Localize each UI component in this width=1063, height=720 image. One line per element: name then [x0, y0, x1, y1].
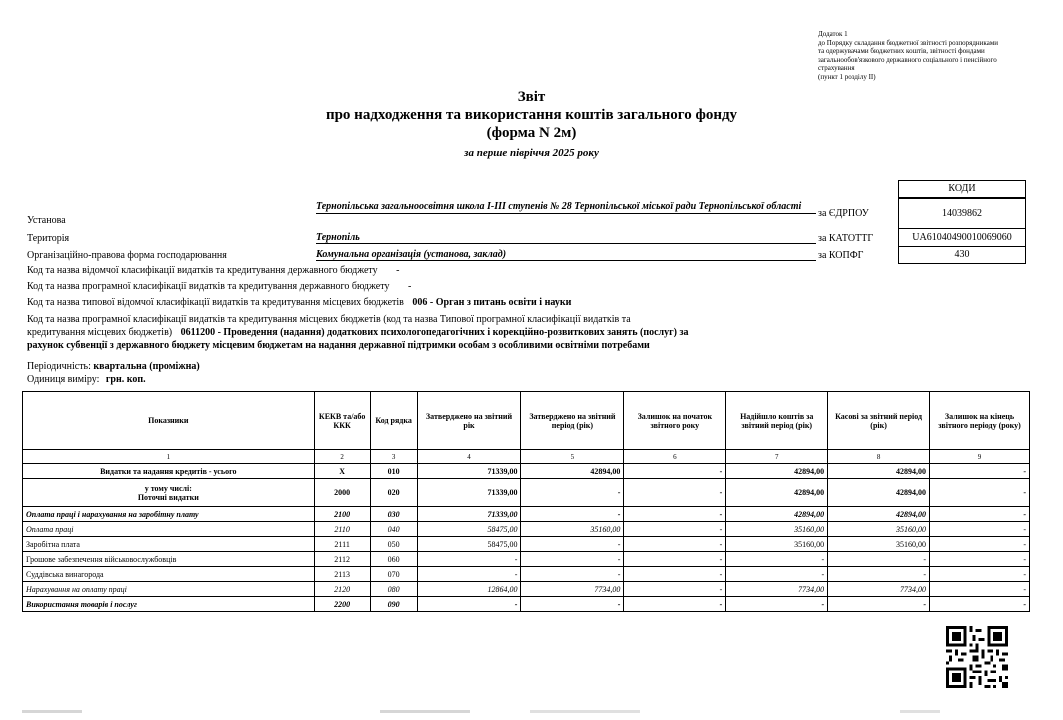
- table-row: [23, 552, 1030, 567]
- table-row: [23, 582, 1030, 597]
- row-code: 070: [370, 567, 417, 582]
- row-c4: 58475,00: [417, 537, 521, 552]
- table-row: [23, 597, 1030, 612]
- row-c6: -: [624, 537, 726, 552]
- periodicity-value: квартальна (проміжна): [93, 361, 200, 372]
- row-kekv: 2200: [314, 597, 370, 612]
- edrpou-label: за ЄДРПОУ: [818, 208, 869, 219]
- row-name: Оплата праці: [23, 522, 315, 537]
- footer-mark: [22, 710, 82, 713]
- footer-mark: [900, 710, 940, 713]
- row-kekv: 2120: [314, 582, 370, 597]
- territory-value: Тернопіль: [316, 232, 816, 244]
- unit-value: грн. коп.: [105, 374, 146, 385]
- typical-dept-label: Код та назва типової відомчої класифікації видатків та кредитування місцевих бюджетів: [27, 297, 404, 308]
- row-c4: -: [417, 552, 521, 567]
- col-number: 8: [828, 450, 930, 464]
- report-period: за перше півріччя 2025 року: [464, 147, 599, 159]
- row-code: 040: [370, 522, 417, 537]
- annex-line: та одержувачами бюджетних коштів, звітності фондами: [818, 47, 985, 56]
- row-c8: 35160,00: [828, 522, 930, 537]
- legal-form-label: Організаційно-правова форма господарювання: [27, 250, 227, 261]
- col-header: Затверджено на звітний період (рік): [521, 392, 624, 450]
- table-row: [23, 537, 1030, 552]
- row-c5: 7734,00: [521, 582, 624, 597]
- row-c4: 58475,00: [417, 522, 521, 537]
- report-subtitle: про надходження та використання коштів загального фонду: [325, 107, 738, 123]
- unit-label: Одиниця виміру:: [27, 374, 100, 385]
- row-name: Оплата праці і нарахування на заробітну плату: [23, 507, 315, 522]
- typical-dept-line: [27, 297, 571, 308]
- row-c9: -: [930, 522, 1030, 537]
- row-kekv: 2112: [314, 552, 370, 567]
- row-c7: 35160,00: [726, 537, 828, 552]
- funds-table: [22, 391, 1030, 612]
- table-row: [23, 522, 1030, 537]
- katottg-value: UA61040490010069060: [898, 228, 1026, 247]
- col-header: КЕКВ та/або ККК: [314, 392, 370, 450]
- row-c7: 42894,00: [726, 464, 828, 479]
- report-form: (форма N 2м): [486, 125, 577, 141]
- row-c8: 7734,00: [828, 582, 930, 597]
- katottg-label: за КАТОТТГ: [818, 233, 874, 244]
- row-name: Суддівська винагорода: [23, 567, 315, 582]
- local-prog-label-2: кредитування місцевих бюджетів): [27, 327, 173, 338]
- row-c7: -: [726, 567, 828, 582]
- col-number-row: [23, 450, 1030, 464]
- table-row: [23, 479, 1030, 507]
- row-code: 050: [370, 537, 417, 552]
- row-code: 010: [370, 464, 417, 479]
- row-c8: 42894,00: [828, 507, 930, 522]
- local-prog-label-1: Код та назва програмної класифікації видатків та кредитування місцевих бюджетів (код та назва Типової програмної класифікації видатків та: [27, 314, 631, 325]
- col-number: 7: [726, 450, 828, 464]
- row-kekv: 2111: [314, 537, 370, 552]
- row-c6: -: [624, 567, 726, 582]
- footer-mark: [380, 710, 470, 713]
- col-header: Касові за звітний період (рік): [828, 392, 930, 450]
- col-number: 9: [930, 450, 1030, 464]
- row-c7: 42894,00: [726, 479, 828, 507]
- legal-form-value: Комунальна організація (установа, заклад): [316, 249, 816, 261]
- row-c7: -: [726, 597, 828, 612]
- row-kekv: 2100: [314, 507, 370, 522]
- table-row: [23, 464, 1030, 479]
- col-header: Залишок на початок звітного року: [624, 392, 726, 450]
- col-header: Залишок на кінець звітного періоду (року): [930, 392, 1030, 450]
- col-number: 4: [417, 450, 521, 464]
- periodicity-label: Періодичність:: [27, 361, 91, 372]
- footer-mark: [530, 710, 640, 713]
- local-prog-block: [27, 313, 827, 352]
- row-c5: 42894,00: [521, 464, 624, 479]
- row-c7: 7734,00: [726, 582, 828, 597]
- row-c5: -: [521, 537, 624, 552]
- qr-code-icon: [946, 626, 1008, 688]
- dept-code-line: [27, 265, 400, 276]
- row-c5: -: [521, 507, 624, 522]
- row-c8: 42894,00: [828, 464, 930, 479]
- annex-line: до Порядку складання бюджетної звітності розпорядниками: [818, 38, 999, 47]
- row-code: 030: [370, 507, 417, 522]
- codes-header: КОДИ: [898, 180, 1026, 198]
- row-c8: -: [828, 567, 930, 582]
- table-header-row: [23, 392, 1030, 450]
- col-number: 2: [314, 450, 370, 464]
- row-name: Заробітна плата: [23, 537, 315, 552]
- col-number: 1: [23, 450, 315, 464]
- row-code: 020: [370, 479, 417, 507]
- local-prog-row-2: [27, 326, 827, 339]
- dept-code-label: Код та назва відомчої класифікації видатків та кредитування державного бюджету: [27, 265, 378, 276]
- local-prog-value-1: 0611200 - Проведення (надання) додаткових психологопедагогічних і корекційно-розвиткових занять (послуг) за: [180, 327, 689, 338]
- row-kekv: 2000: [314, 479, 370, 507]
- prog-code-value: -: [407, 281, 412, 292]
- row-c9: -: [930, 464, 1030, 479]
- row-name: Нарахування на оплату праці: [23, 582, 315, 597]
- periodicity-line: [27, 361, 200, 372]
- row-c9: -: [930, 567, 1030, 582]
- row-c8: 35160,00: [828, 537, 930, 552]
- local-prog-value-2: рахунок субвенції з державного бюджету місцевим бюджетам на надання державної підтримки особам з особливими освітніми потребами: [27, 340, 650, 351]
- prog-code-label: Код та назва програмної класифікації видатків та кредитування державного бюджету: [27, 281, 390, 292]
- row-c7: -: [726, 552, 828, 567]
- institution-value: Тернопільська загальноосвітня школа I-III ступенів № 28 Тернопільської міської ради Тернопільської області: [316, 201, 816, 214]
- col-header: Затверджено на звітний рік: [417, 392, 521, 450]
- institution-label: Установа: [27, 215, 66, 226]
- typical-dept-value: 006 - Орган з питань освіти і науки: [412, 297, 572, 308]
- row-name-line: у тому числі:: [144, 483, 192, 493]
- col-header: Показники: [23, 392, 315, 450]
- annex-line: Додаток 1: [818, 30, 848, 38]
- row-name: Грошове забезпечення військовослужбовців: [23, 552, 315, 567]
- row-c6: -: [624, 464, 726, 479]
- row-code: 090: [370, 597, 417, 612]
- row-c9: -: [930, 597, 1030, 612]
- row-c6: -: [624, 552, 726, 567]
- col-number: 5: [521, 450, 624, 464]
- row-c8: 42894,00: [828, 479, 930, 507]
- col-header: Код рядка: [370, 392, 417, 450]
- row-c9: -: [930, 507, 1030, 522]
- annex-note: [818, 30, 1033, 82]
- row-c5: -: [521, 479, 624, 507]
- dept-code-value: -: [396, 265, 400, 276]
- report-title: Звіт: [517, 89, 546, 105]
- row-code: 060: [370, 552, 417, 567]
- row-c4: 12864,00: [417, 582, 521, 597]
- row-name: Використання товарів і послуг: [23, 597, 315, 612]
- row-name: [23, 479, 315, 507]
- row-name: Видатки та надання кредитів - усього: [23, 464, 315, 479]
- row-c5: -: [521, 552, 624, 567]
- prog-code-line: [27, 281, 411, 292]
- row-c4: -: [417, 597, 521, 612]
- kopfg-value: 430: [898, 246, 1026, 264]
- row-c6: -: [624, 507, 726, 522]
- row-c6: -: [624, 479, 726, 507]
- row-c4: -: [417, 567, 521, 582]
- table-row: [23, 507, 1030, 522]
- row-c4: 71339,00: [417, 507, 521, 522]
- annex-line: страхування: [818, 64, 855, 73]
- row-c8: -: [828, 597, 930, 612]
- row-c9: -: [930, 537, 1030, 552]
- territory-label: Територія: [27, 233, 70, 244]
- row-c8: -: [828, 552, 930, 567]
- col-number: 3: [370, 450, 417, 464]
- row-code: 080: [370, 582, 417, 597]
- annex-line: загальнообов'язкового державного соціального і пенсійного: [818, 55, 997, 64]
- row-c5: -: [521, 567, 624, 582]
- row-c9: -: [930, 582, 1030, 597]
- annex-line: (пункт 1 розділу II): [818, 72, 876, 81]
- col-header: Надійшло коштів за звітний період (рік): [726, 392, 828, 450]
- row-c4: 71339,00: [417, 479, 521, 507]
- row-c4: 71339,00: [417, 464, 521, 479]
- row-name-line: Поточні видатки: [137, 492, 199, 502]
- row-c6: -: [624, 582, 726, 597]
- row-c6: -: [624, 522, 726, 537]
- row-c6: -: [624, 597, 726, 612]
- row-c7: 42894,00: [726, 507, 828, 522]
- row-kekv: 2110: [314, 522, 370, 537]
- table-row: [23, 567, 1030, 582]
- row-c9: -: [930, 552, 1030, 567]
- row-c5: 35160,00: [521, 522, 624, 537]
- col-number: 6: [624, 450, 726, 464]
- edrpou-value: 14039862: [898, 198, 1026, 229]
- kopfg-label: за КОПФГ: [818, 250, 864, 261]
- row-c9: -: [930, 479, 1030, 507]
- row-c5: -: [521, 597, 624, 612]
- row-c7: 35160,00: [726, 522, 828, 537]
- row-kekv: 2113: [314, 567, 370, 582]
- row-kekv: X: [314, 464, 370, 479]
- unit-line: [27, 374, 146, 385]
